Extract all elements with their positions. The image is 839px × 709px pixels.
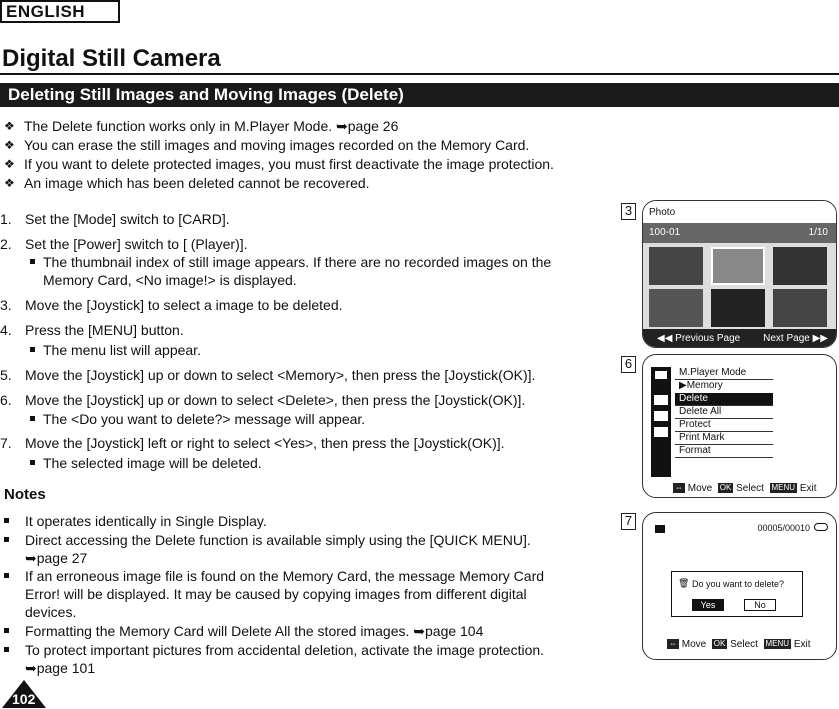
square-bullet-icon	[30, 347, 35, 352]
diamond-bullet-icon: ❖	[4, 176, 15, 190]
thumbnail[interactable]	[773, 289, 827, 327]
joystick-icon: ⇔	[669, 639, 677, 649]
menu-item-protect[interactable]: Protect	[675, 419, 773, 432]
page-number: 102	[2, 680, 46, 708]
square-bullet-icon	[30, 416, 35, 421]
menu-item-delete[interactable]: Delete	[675, 393, 773, 406]
paging-bar	[643, 329, 836, 348]
diamond-bullet-icon: ❖	[4, 119, 15, 133]
yes-button[interactable]: Yes	[692, 599, 724, 611]
camera-icon	[654, 411, 668, 421]
thumbnail[interactable]	[711, 289, 765, 327]
menu-item-format[interactable]: Format	[675, 445, 773, 458]
thumbnail-screen	[642, 200, 837, 348]
thumbnail[interactable]	[649, 247, 703, 285]
thumbnail[interactable]	[773, 247, 827, 285]
menu-header: M.Player Mode	[675, 367, 773, 380]
screen-7-tag: 7	[621, 513, 636, 530]
square-bullet-icon	[4, 573, 9, 578]
square-bullet-icon	[30, 460, 35, 465]
player-icon	[653, 369, 669, 381]
no-button[interactable]: No	[744, 599, 776, 611]
confirm-footer: ⇔ Move OK Select MENU Exit	[669, 639, 811, 650]
card-icon	[655, 525, 665, 533]
image-counter: 00005/00010	[757, 523, 810, 533]
language-label: ENGLISH	[0, 0, 120, 23]
menu-key-icon: MENU	[765, 639, 790, 649]
joystick-icon: ⇔	[675, 483, 683, 493]
screen-6-tag: 6	[621, 356, 636, 373]
previous-page-button[interactable]: ◀◀ Previous Page	[657, 333, 741, 344]
menu-item-delete-all[interactable]: Delete All	[675, 406, 773, 419]
menu-key-icon: MENU	[771, 483, 796, 493]
square-bullet-icon	[30, 259, 35, 264]
section-heading: Deleting Still Images and Moving Images (Delete)	[0, 83, 839, 107]
menu-item-print-mark[interactable]: Print Mark	[675, 432, 773, 445]
menu-item-memory[interactable]: ▶Memory	[679, 380, 723, 391]
diamond-bullet-icon: ❖	[4, 138, 15, 152]
diamond-bullet-icon: ❖	[4, 157, 15, 171]
thumbnail[interactable]	[649, 289, 703, 327]
page-title: Digital Still Camera	[2, 45, 221, 72]
counter-bar: 100-01 1/10	[643, 223, 836, 243]
square-bullet-icon	[4, 537, 9, 542]
title-rule	[0, 73, 839, 75]
notes-title: Notes	[4, 486, 46, 503]
memory-icon	[654, 395, 668, 405]
confirm-dialog: 🗑 Do you want to delete? Yes No	[671, 571, 803, 617]
menu-footer: ⇔ Move OK Select MENU Exit	[675, 483, 817, 494]
trash-icon: 🗑	[678, 578, 690, 588]
ok-key-icon: OK	[719, 483, 732, 493]
square-bullet-icon	[4, 647, 9, 652]
menu-list	[675, 367, 773, 458]
thumbnail[interactable]	[711, 247, 765, 285]
battery-icon	[814, 523, 828, 531]
square-bullet-icon	[4, 518, 9, 523]
delete-confirm-screen	[642, 512, 837, 660]
ok-key-icon: OK	[713, 639, 726, 649]
menu-screen	[642, 354, 837, 498]
menu-icon-column	[651, 367, 671, 477]
photo-label: Photo	[649, 207, 676, 218]
gear-icon	[654, 427, 668, 437]
screen-3-tag: 3	[621, 203, 636, 220]
square-bullet-icon	[4, 628, 9, 633]
next-page-button[interactable]: Next Page ▶▶	[763, 333, 828, 344]
